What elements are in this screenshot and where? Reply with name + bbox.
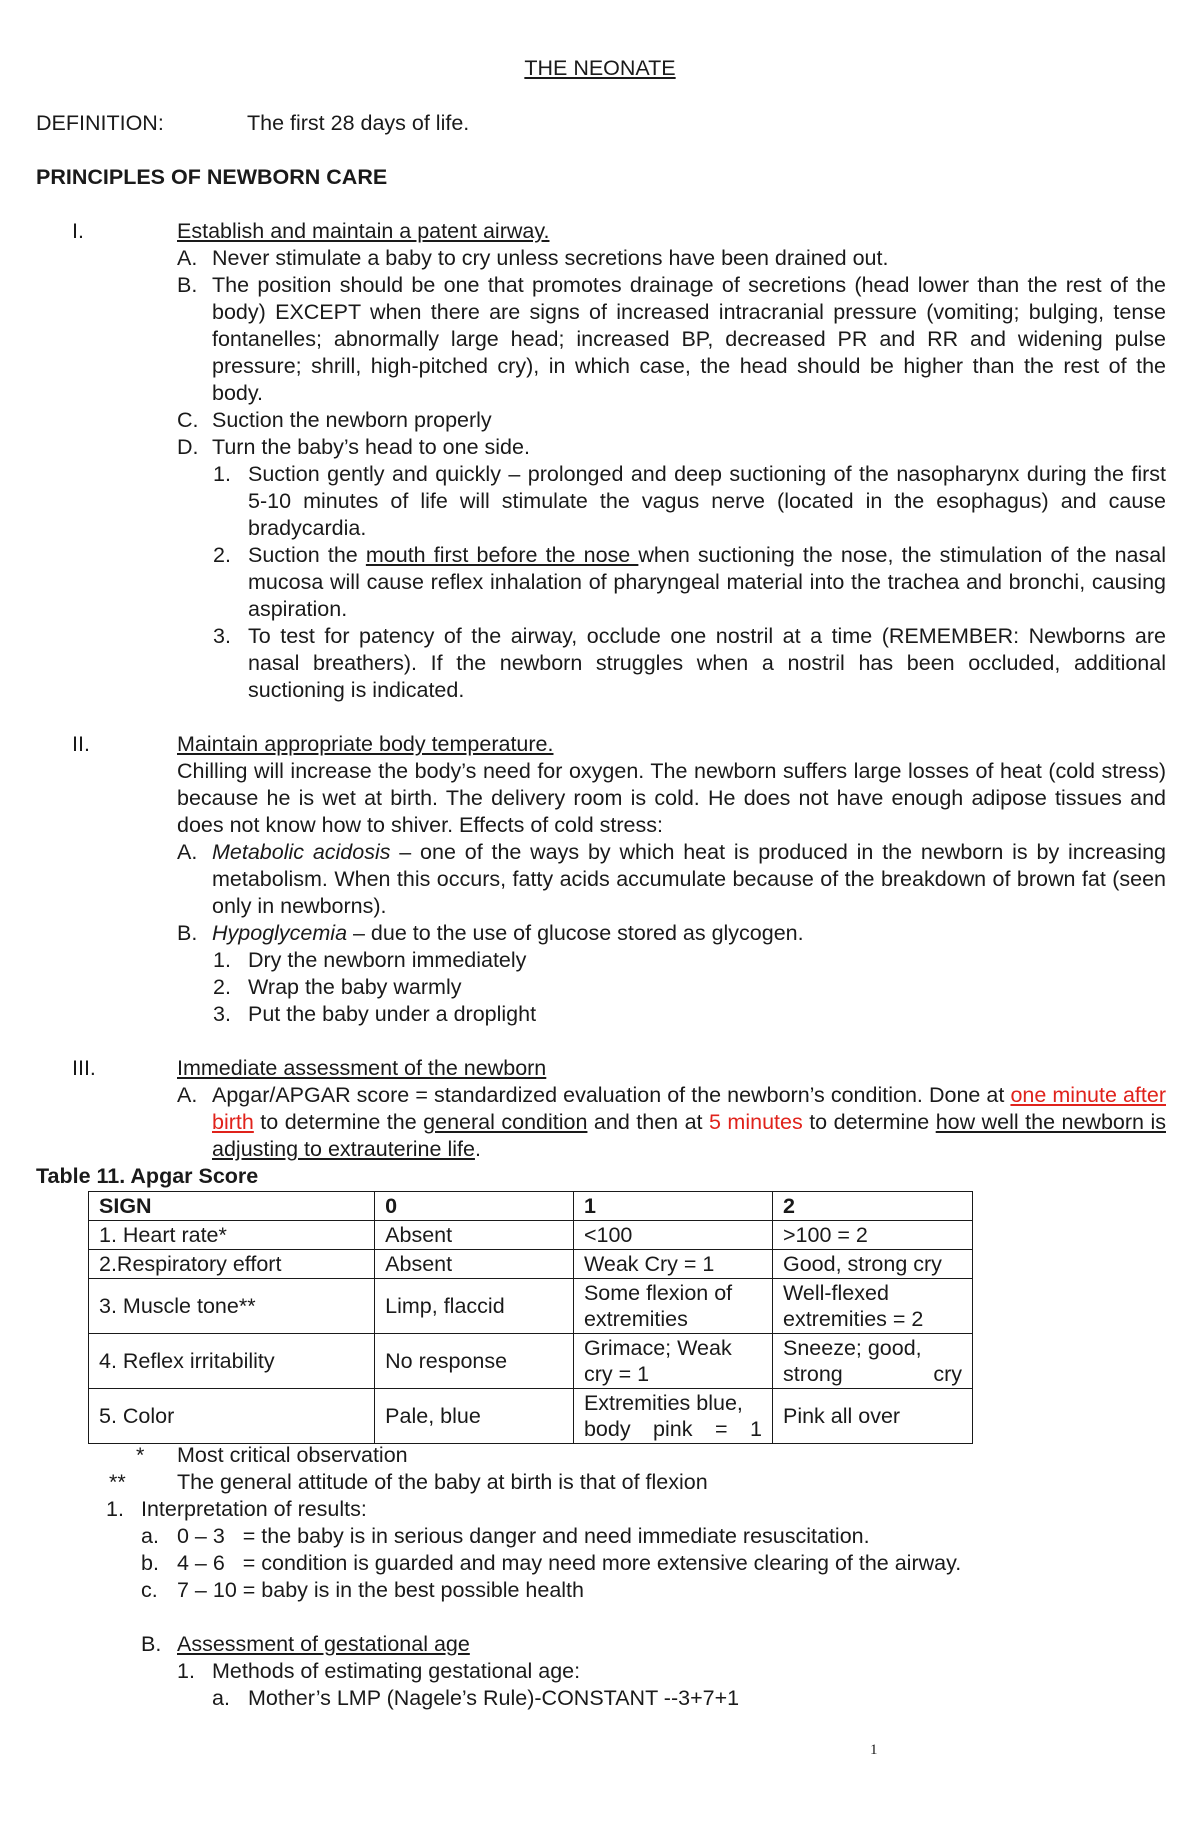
list-marker: A. bbox=[177, 840, 198, 864]
sublist-item bbox=[36, 1685, 1166, 1712]
table-cell: 2.Respiratory effort bbox=[89, 1250, 375, 1279]
page-number: 1 bbox=[870, 1742, 878, 1758]
table-cell: Sneeze; good, strong cry bbox=[772, 1334, 972, 1389]
text-run: when suctioning the nose, the stimulation of the nasal mucosa will cause reflex inhalation of pharyngeal material into the trachea and bronchi, causing aspiration. bbox=[248, 543, 1167, 621]
list-item bbox=[177, 434, 1166, 461]
principles-heading: PRINCIPLES OF NEWBORN CARE bbox=[36, 165, 388, 189]
list-item bbox=[36, 1496, 1166, 1523]
text-run: – one of the ways by which heat is produced in the newborn is by increasing metabolism. When this occurs, fatty acids accumulate because of the breakdown of brown fat (seen only in newborns). bbox=[212, 840, 1166, 918]
list-marker: 1. bbox=[213, 948, 231, 972]
list-marker: B. bbox=[177, 921, 198, 945]
table-cell: Good, strong cry bbox=[772, 1250, 972, 1279]
text-run: to determine bbox=[802, 1110, 936, 1134]
list-text bbox=[212, 1083, 1166, 1161]
list-marker: a. bbox=[141, 1524, 159, 1548]
section-numeral: II. bbox=[72, 732, 90, 756]
section-numeral: I. bbox=[72, 219, 84, 243]
list-text: The position should be one that promotes drainage of secretions (head lower than the rest of the body) EXCEPT when there are signs of increased intracranial pressure (vomiting; bulging, tense fontanelles; abnormally large head; increased BP, decreased PR and RR and widening pulse pressure; shrill, high-pitched cry), in which case, the head should be higher than the rest of the body. bbox=[212, 273, 1166, 405]
sublist-item bbox=[213, 542, 1167, 623]
list-item bbox=[177, 920, 1166, 947]
table-cell: <100 bbox=[573, 1221, 772, 1250]
sublist-item bbox=[213, 947, 1166, 974]
table-header-cell: 1 bbox=[573, 1192, 772, 1221]
table-row bbox=[89, 1279, 973, 1334]
highlight-text: one minute after birth bbox=[212, 1083, 1166, 1134]
list-text: Interpretation of results: bbox=[141, 1497, 367, 1521]
table-cell: Absent bbox=[375, 1221, 574, 1250]
section-paragraph: Chilling will increase the body’s need for oxygen. The newborn suffers large losses of heat (cold stress) because he is wet at birth. The delivery room is cold. He does not have enough adipose tissues and does not know how to shiver. Effects of cold stress: bbox=[177, 759, 1166, 837]
list-marker: 1. bbox=[177, 1659, 195, 1683]
list-text: Dry the newborn immediately bbox=[248, 948, 527, 972]
list-marker: c. bbox=[141, 1578, 158, 1602]
table-row bbox=[89, 1389, 973, 1444]
underlined-text: how well the newborn is adjusting to extrauterine life bbox=[212, 1110, 1166, 1161]
list-text: Wrap the baby warmly bbox=[248, 975, 462, 999]
list-text bbox=[248, 543, 1166, 621]
list-marker: a. bbox=[212, 1686, 230, 1710]
table-cell: Weak Cry = 1 bbox=[573, 1250, 772, 1279]
text-run: Suction the bbox=[248, 543, 366, 567]
list-item bbox=[177, 1082, 1166, 1163]
list-marker: B. bbox=[177, 273, 198, 297]
list-text bbox=[212, 840, 1166, 918]
list-marker: 1. bbox=[106, 1497, 124, 1521]
apgar-table bbox=[88, 1191, 973, 1444]
table-row bbox=[89, 1250, 973, 1279]
list-text: 0 – 3 = the baby is in serious danger and need immediate resuscitation. bbox=[177, 1524, 870, 1548]
list-marker: 2. bbox=[213, 975, 231, 999]
list-item bbox=[177, 839, 1166, 920]
list-marker: 1. bbox=[213, 462, 231, 486]
list-marker: 2. bbox=[213, 543, 231, 567]
list-text: Never stimulate a baby to cry unless secretions have been drained out. bbox=[212, 246, 889, 270]
list-text: 4 – 6 = condition is guarded and may need more extensive clearing of the airway. bbox=[177, 1551, 962, 1575]
list-text: Mother’s LMP (Nagele’s Rule)-CONSTANT --3+7+1 bbox=[248, 1686, 740, 1710]
table-header-cell: SIGN bbox=[89, 1192, 375, 1221]
italic-term: Metabolic acidosis bbox=[212, 840, 391, 864]
underlined-text: general condition bbox=[423, 1110, 588, 1134]
definition-text: The first 28 days of life. bbox=[247, 111, 470, 135]
underlined-text: mouth first before the nose bbox=[365, 543, 639, 567]
list-marker: 3. bbox=[213, 1002, 231, 1026]
table-cell: Absent bbox=[375, 1250, 574, 1279]
sublist-item bbox=[36, 1550, 1166, 1577]
sublist-item bbox=[36, 1658, 1166, 1685]
footnote-text: The general attitude of the baby at birth is that of flexion bbox=[177, 1470, 708, 1494]
list-marker: 3. bbox=[213, 624, 231, 648]
list-text: Suction the newborn properly bbox=[212, 408, 492, 432]
table-row bbox=[89, 1221, 973, 1250]
sublist-item bbox=[213, 623, 1166, 704]
table-cell: >100 = 2 bbox=[772, 1221, 972, 1250]
list-marker: D. bbox=[177, 435, 199, 459]
list-marker: A. bbox=[177, 1083, 198, 1107]
list-text: Suction gently and quickly – prolonged and deep suctioning of the nasopharynx during the first 5-10 minutes of life will stimulate the vagus nerve (located in the esophagus) and cause bradycardia. bbox=[248, 462, 1166, 540]
list-text: Put the baby under a droplight bbox=[248, 1002, 537, 1026]
table-cell: Extremities blue, body pink = 1 bbox=[573, 1389, 772, 1444]
table-header-cell: 2 bbox=[772, 1192, 972, 1221]
list-item bbox=[177, 245, 1166, 272]
footnote-marker: ** bbox=[109, 1470, 126, 1494]
list-marker: B. bbox=[141, 1632, 162, 1656]
footnote bbox=[36, 1469, 1166, 1496]
footnote-text: Most critical observation bbox=[177, 1443, 408, 1467]
list-text: To test for patency of the airway, occlude one nostril at a time (REMEMBER: Newborns are nasal breathers). If the newborn struggles when a nostril has been occluded, additional suctioning is indicated. bbox=[248, 624, 1166, 702]
section-heading: Maintain appropriate body temperature. bbox=[177, 732, 554, 756]
text-run: – due to the use of glucose stored as glycogen. bbox=[347, 921, 804, 945]
list-text: Turn the baby’s head to one side. bbox=[212, 435, 530, 459]
sublist-item bbox=[36, 1577, 1166, 1604]
table-cell: No response bbox=[375, 1334, 574, 1389]
table-cell: Limp, flaccid bbox=[375, 1279, 574, 1334]
table-cell: Well-flexed extremities = 2 bbox=[772, 1279, 972, 1334]
list-text: Methods of estimating gestational age: bbox=[212, 1659, 581, 1683]
list-marker: C. bbox=[177, 408, 199, 432]
list-item bbox=[177, 272, 1166, 407]
italic-term: Hypoglycemia bbox=[212, 921, 348, 945]
notes-block bbox=[36, 1442, 1166, 1712]
text-run: . bbox=[474, 1137, 481, 1161]
table-header-cell: 0 bbox=[375, 1192, 574, 1221]
list-text: 7 – 10 = baby is in the best possible health bbox=[177, 1578, 584, 1602]
table-caption: Table 11. Apgar Score bbox=[36, 1164, 259, 1188]
table-row bbox=[89, 1334, 973, 1389]
list-text: Assessment of gestational age bbox=[177, 1632, 470, 1656]
list-item bbox=[177, 407, 1166, 434]
table-header-row bbox=[89, 1192, 973, 1221]
table-cell: Grimace; Weak cry = 1 bbox=[573, 1334, 772, 1389]
highlight-text: 5 minutes bbox=[709, 1110, 803, 1134]
table-cell: 4. Reflex irritability bbox=[89, 1334, 375, 1389]
sublist-item bbox=[213, 461, 1166, 542]
section-airway bbox=[36, 218, 1166, 704]
list-marker: b. bbox=[141, 1551, 159, 1575]
table-cell: Pink all over bbox=[772, 1389, 972, 1444]
list-marker: A. bbox=[177, 246, 198, 270]
section-heading: Immediate assessment of the newborn bbox=[177, 1056, 547, 1080]
text-run: Apgar/APGAR score = standardized evaluation of the newborn’s condition. Done at bbox=[212, 1083, 1011, 1107]
section-heading: Establish and maintain a patent airway. bbox=[177, 219, 550, 243]
text-run: and then at bbox=[587, 1110, 709, 1134]
list-text bbox=[212, 921, 804, 945]
table-cell: 3. Muscle tone** bbox=[89, 1279, 375, 1334]
sublist-item bbox=[36, 1523, 1166, 1550]
text-run: to determine the bbox=[253, 1110, 424, 1134]
table-cell: 5. Color bbox=[89, 1389, 375, 1444]
footnote-marker: * bbox=[136, 1443, 145, 1467]
list-item bbox=[36, 1631, 1166, 1658]
sublist-item bbox=[213, 974, 1166, 1001]
footnote bbox=[36, 1442, 1166, 1469]
table-cell: 1. Heart rate* bbox=[89, 1221, 375, 1250]
table-cell: Some flexion of extremities bbox=[573, 1279, 772, 1334]
section-assessment bbox=[36, 1055, 1166, 1163]
document-title: THE NEONATE bbox=[524, 56, 676, 80]
table-cell: Pale, blue bbox=[375, 1389, 574, 1444]
section-temperature bbox=[36, 731, 1166, 1028]
definition-label: DEFINITION: bbox=[36, 111, 164, 135]
sublist-item bbox=[213, 1001, 1166, 1028]
section-numeral: III. bbox=[72, 1056, 96, 1080]
